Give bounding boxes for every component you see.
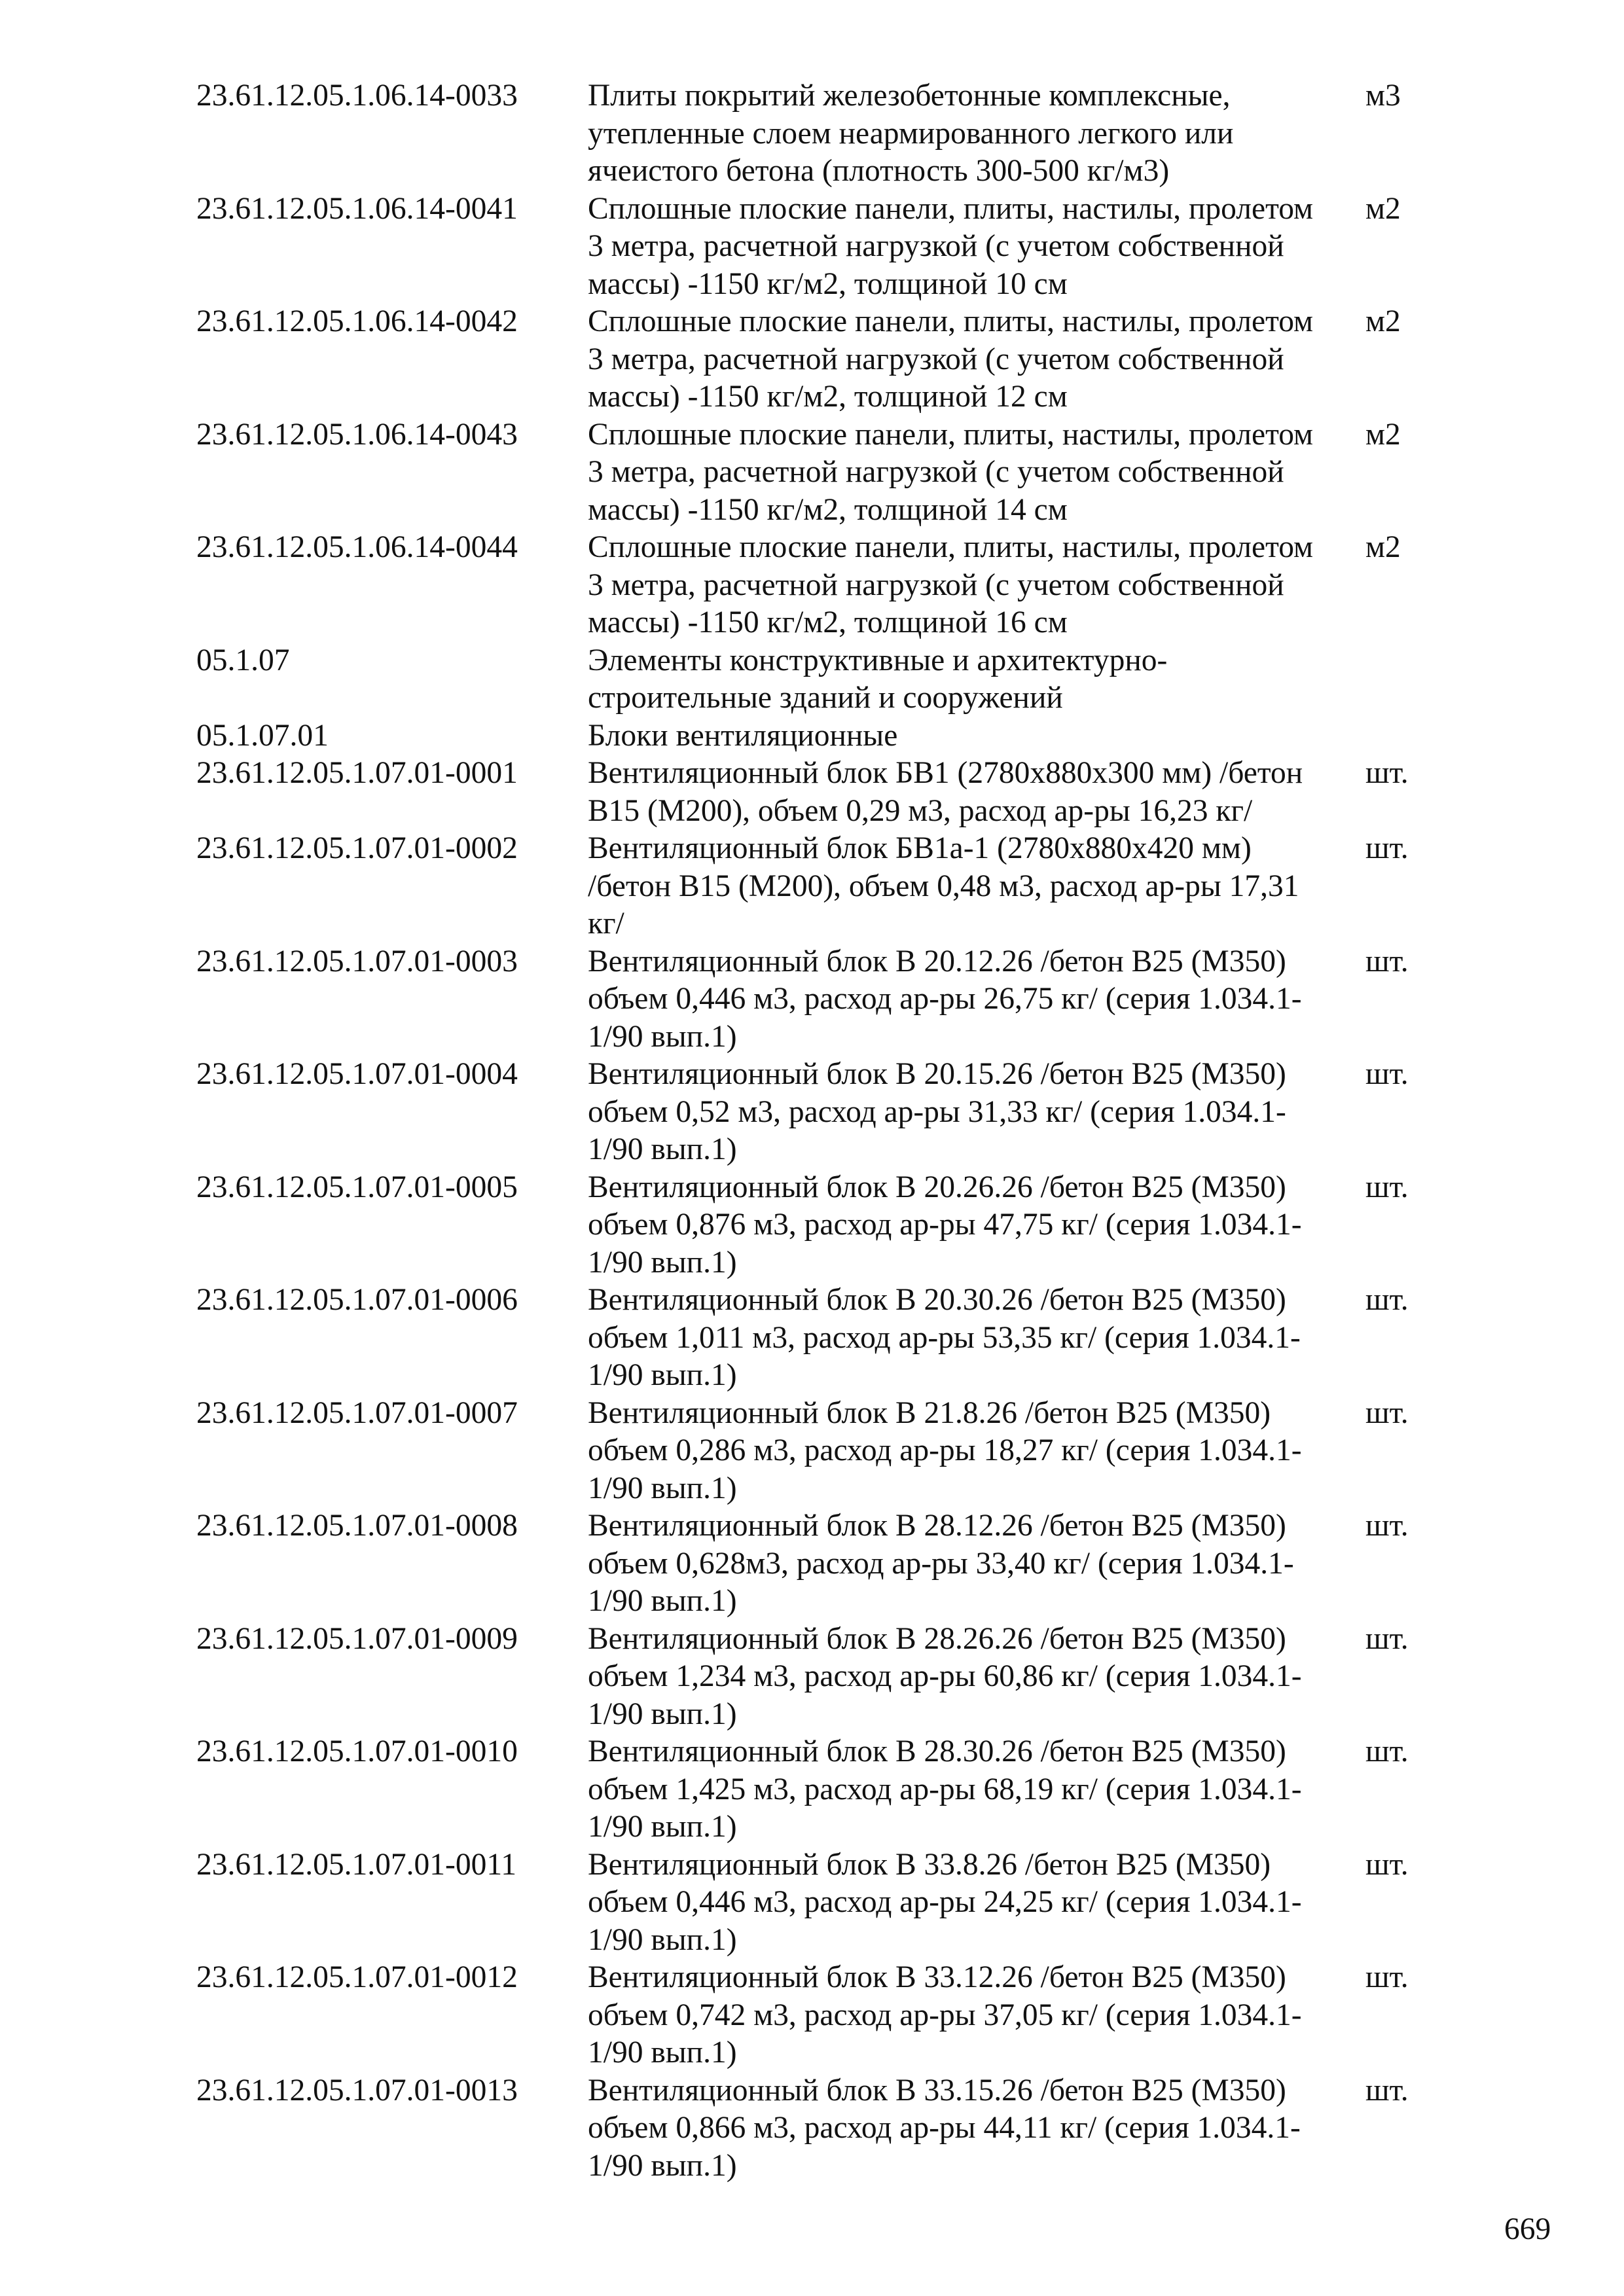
item-code: 23.61.12.05.1.07.01-0003 (196, 944, 518, 978)
item-code: 23.61.12.05.1.07.01-0005 (196, 1170, 518, 1204)
item-unit: шт. (1365, 831, 1409, 865)
item-code: 23.61.12.05.1.07.01-0011 (196, 1847, 517, 1882)
catalog-row (196, 190, 1440, 304)
item-code: 23.61.12.05.1.07.01-0009 (196, 1621, 518, 1656)
item-description: Вентиляционный блок БВ1 (2780х880х300 мм) /бетон В15 (М200), объем 0,29 м3, расход ар-ры 16,23 кг/ (588, 756, 1303, 828)
item-description: Вентиляционный блок В 20.15.26 /бетон В25 (М350) объем 0,52 м3, расход ар-ры 31,33 кг/ (серия 1.034.1- 1/90 вып.1) (588, 1057, 1286, 1166)
item-code: 23.61.12.05.1.07.01-0007 (196, 1395, 518, 1430)
catalog-row (196, 717, 1440, 755)
item-unit: шт. (1365, 944, 1409, 978)
item-code: 05.1.07.01 (196, 718, 329, 753)
catalog-row (196, 943, 1440, 1056)
item-description: Вентиляционный блок В 21.8.26 /бетон В25 (М350) объем 0,286 м3, расход ар-ры 18,27 кг/ (серия 1.034.1- 1/90 вып.1) (588, 1395, 1302, 1505)
item-code: 23.61.12.05.1.06.14-0043 (196, 417, 518, 452)
item-description: Вентиляционный блок В 28.26.26 /бетон В25 (М350) объем 1,234 м3, расход ар-ры 60,86 кг/ (серия 1.034.1- 1/90 вып.1) (588, 1621, 1302, 1731)
item-unit: шт. (1365, 1734, 1409, 1768)
item-code: 23.61.12.05.1.06.14-0042 (196, 304, 518, 338)
catalog-row (196, 1395, 1440, 1508)
catalog-row (196, 1733, 1440, 1846)
catalog-row (196, 1507, 1440, 1621)
item-unit: шт. (1365, 1621, 1409, 1656)
item-code: 23.61.12.05.1.06.14-0033 (196, 79, 518, 113)
catalog-row (196, 830, 1440, 943)
item-code: 23.61.12.05.1.07.01-0001 (196, 756, 518, 790)
item-unit: шт. (1365, 1847, 1409, 1882)
item-description: Вентиляционный блок В 20.26.26 /бетон В25 (М350) объем 0,876 м3, расход ар-ры 47,75 кг/ (серия 1.034.1- 1/90 вып.1) (588, 1170, 1302, 1280)
item-description: Блоки вентиляционные (588, 718, 898, 753)
item-code: 23.61.12.05.1.07.01-0002 (196, 831, 518, 865)
item-description: Сплошные плоские панели, плиты, настилы, пролетом 3 метра, расчетной нагрузкой (с учетом собственной массы) -1150 кг/м2, толщиной 10 см (588, 191, 1314, 301)
item-code: 23.61.12.05.1.07.01-0012 (196, 1960, 518, 1994)
catalog-list (196, 77, 1440, 2185)
item-unit: шт. (1365, 1395, 1409, 1430)
item-description: Вентиляционный блок В 28.30.26 /бетон В25 (М350) объем 1,425 м3, расход ар-ры 68,19 кг/ (серия 1.034.1- 1/90 вып.1) (588, 1734, 1302, 1844)
item-description: Вентиляционный блок В 20.30.26 /бетон В25 (М350) объем 1,011 м3, расход ар-ры 53,35 кг/ (серия 1.034.1- 1/90 вып.1) (588, 1283, 1301, 1392)
item-description: Элементы конструктивные и архитектурно- строительные зданий и сооружений (588, 643, 1168, 715)
item-description: Сплошные плоские панели, плиты, настилы, пролетом 3 метра, расчетной нагрузкой (с учетом собственной массы) -1150 кг/м2, толщиной 14 см (588, 417, 1314, 527)
item-description: Вентиляционный блок БВ1а-1 (2780х880х420 мм) /бетон В15 (М200), объем 0,48 м3, расход ар-ры 17,31 кг/ (588, 831, 1299, 941)
catalog-row (196, 529, 1440, 642)
item-unit: шт. (1365, 2073, 1409, 2108)
item-code: 23.61.12.05.1.06.14-0041 (196, 191, 518, 226)
catalog-row (196, 1846, 1440, 1960)
item-unit: шт. (1365, 1057, 1409, 1091)
item-description: Сплошные плоские панели, плиты, настилы, пролетом 3 метра, расчетной нагрузкой (с учетом собственной массы) -1150 кг/м2, толщиной 16 см (588, 530, 1314, 639)
item-description: Плиты покрытий железобетонные комплексные, утепленные слоем неармированного легкого или ячеистого бетона (плотность 300-500 кг/м3) (588, 79, 1234, 188)
item-description: Вентиляционный блок В 33.12.26 /бетон В25 (М350) объем 0,742 м3, расход ар-ры 37,05 кг/ (серия 1.034.1- 1/90 вып.1) (588, 1960, 1302, 2070)
catalog-row (196, 303, 1440, 416)
catalog-row (196, 416, 1440, 529)
item-unit: м2 (1365, 304, 1401, 338)
item-unit: м2 (1365, 530, 1401, 564)
item-unit: шт. (1365, 756, 1409, 790)
catalog-row (196, 1056, 1440, 1169)
item-description: Вентиляционный блок В 20.12.26 /бетон В25 (М350) объем 0,446 м3, расход ар-ры 26,75 кг/ (серия 1.034.1- 1/90 вып.1) (588, 944, 1302, 1054)
item-unit: м2 (1365, 417, 1401, 452)
item-unit: м3 (1365, 79, 1401, 113)
item-description: Вентиляционный блок В 33.15.26 /бетон В25 (М350) объем 0,866 м3, расход ар-ры 44,11 кг/ (серия 1.034.1- 1/90 вып.1) (588, 2073, 1301, 2183)
catalog-row (196, 1169, 1440, 1282)
item-description: Сплошные плоские панели, плиты, настилы, пролетом 3 метра, расчетной нагрузкой (с учетом собственной массы) -1150 кг/м2, толщиной 12 см (588, 304, 1314, 414)
catalog-row (196, 2072, 1440, 2185)
catalog-row (196, 1959, 1440, 2072)
catalog-row (196, 1282, 1440, 1395)
item-unit: м2 (1365, 191, 1401, 226)
item-unit: шт. (1365, 1960, 1409, 1994)
item-description: Вентиляционный блок В 28.12.26 /бетон В25 (М350) объем 0,628м3, расход ар-ры 33,40 кг/ (серия 1.034.1- 1/90 вып.1) (588, 1509, 1294, 1618)
item-code: 05.1.07 (196, 643, 290, 677)
item-unit: шт. (1365, 1509, 1409, 1543)
item-code: 23.61.12.05.1.07.01-0010 (196, 1734, 518, 1768)
catalog-row (196, 1621, 1440, 1734)
item-unit: шт. (1365, 1283, 1409, 1317)
catalog-row (196, 642, 1440, 717)
catalog-row (196, 755, 1440, 830)
page-number: 669 (1504, 2212, 1551, 2246)
item-description: Вентиляционный блок В 33.8.26 /бетон В25 (М350) объем 0,446 м3, расход ар-ры 24,25 кг/ (серия 1.034.1- 1/90 вып.1) (588, 1847, 1302, 1957)
item-code: 23.61.12.05.1.07.01-0006 (196, 1283, 518, 1317)
item-code: 23.61.12.05.1.07.01-0008 (196, 1509, 518, 1543)
item-code: 23.61.12.05.1.06.14-0044 (196, 530, 518, 564)
item-code: 23.61.12.05.1.07.01-0013 (196, 2073, 518, 2108)
item-unit: шт. (1365, 1170, 1409, 1204)
catalog-row (196, 77, 1440, 190)
item-code: 23.61.12.05.1.07.01-0004 (196, 1057, 518, 1091)
